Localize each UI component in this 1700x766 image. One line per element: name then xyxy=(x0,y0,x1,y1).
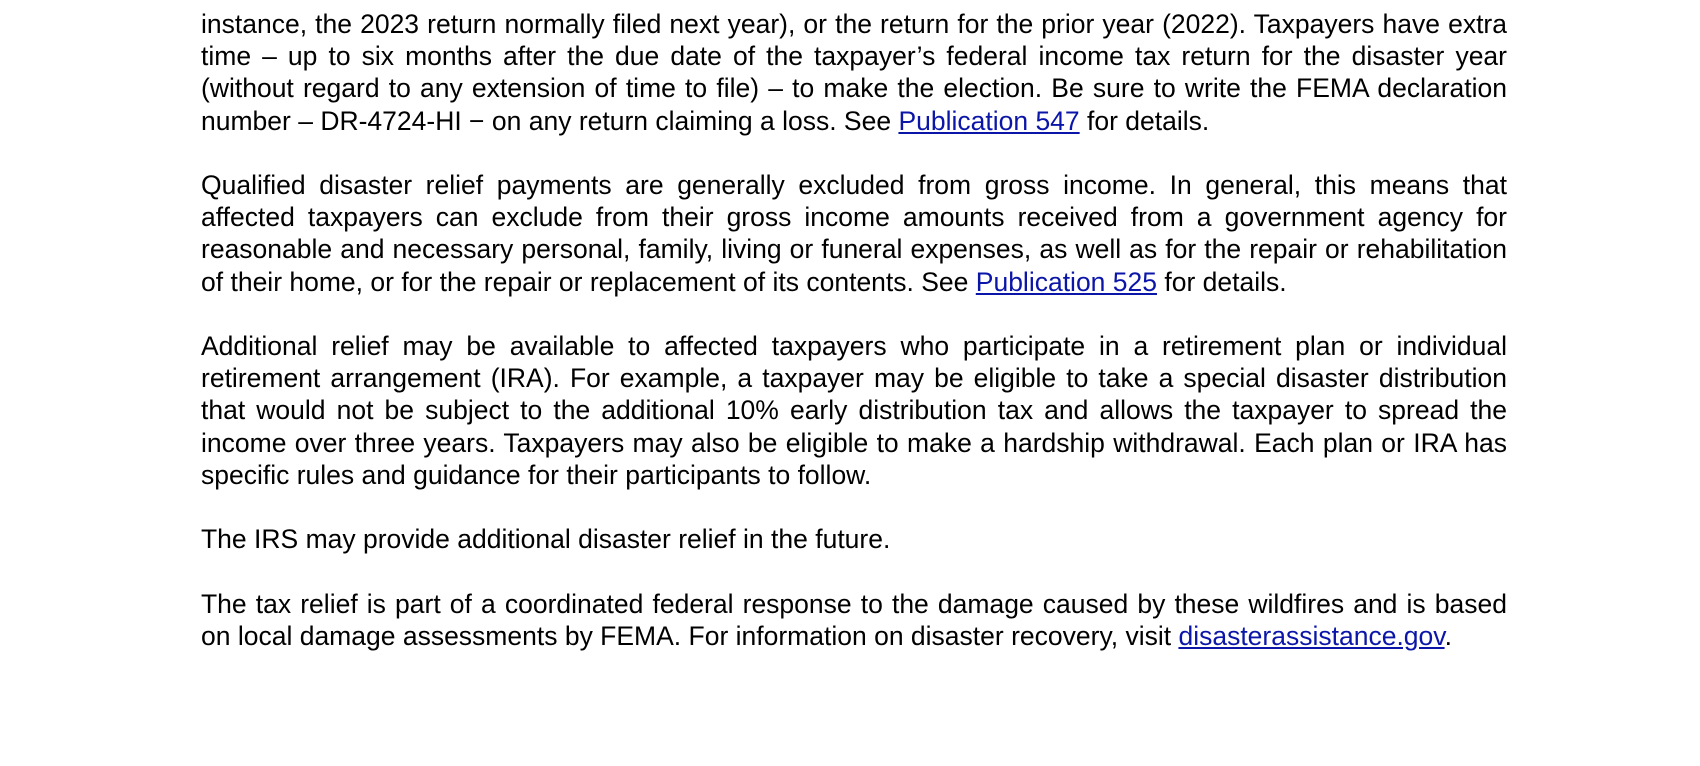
paragraph-text: for details. xyxy=(1157,266,1287,297)
paragraph-election-timing xyxy=(201,8,1507,137)
paragraph-text: Qualified disaster relief payments are generally excluded from gross income. In general, this means that affected taxpayers can exclude from their gross income amounts received from a government agency for reasonable and necessary personal, family, living or funeral expenses, as well as for the repair or rehabilitation of their home, or for the repair or replacement of its contents. See xyxy=(201,170,1507,297)
paragraph-text: instance, the 2023 return normally filed next year), or the return for the prior year (2022). Taxpayers have extra time – up to six months after the due date of the taxpayer’s federal income tax return for the disaster year (without regard to any extension of time to file) – to make the election. Be sure to write the FEMA declaration number – DR-4724-HI − on any return claiming a loss. See xyxy=(201,9,1507,136)
paragraph-federal-response xyxy=(201,588,1507,652)
publication-525-link[interactable]: Publication 525 xyxy=(975,266,1157,297)
paragraph-future-relief: The IRS may provide additional disaster relief in the future. xyxy=(201,524,891,555)
disasterassistance-link[interactable]: disasterassistance.gov xyxy=(1178,620,1445,651)
paragraph-retirement-relief: Additional relief may be available to affected taxpayers who participate in a retirement plan or individual retirement arrangement (IRA). For example, a taxpayer may be eligible to take a special disaster distribution that would not be subject to the additional 10% early distribution tax and allows the taxpayer to spread the income over three years. Taxpayers may also be eligible to make a hardship withdrawal. Each plan or IRA has specific rules and guidance for their participants to follow. xyxy=(201,331,1507,490)
publication-547-link[interactable]: Publication 547 xyxy=(898,105,1080,136)
paragraph-text: The tax relief is part of a coordinated federal response to the damage caused by these wildfires and is based on local damage assessments by FEMA. For information on disaster recovery, visit xyxy=(201,588,1507,651)
paragraph-text: . xyxy=(1444,620,1452,651)
paragraph-qualified-relief-payments xyxy=(201,169,1507,298)
paragraph-text: for details. xyxy=(1079,105,1210,136)
document-body xyxy=(201,8,1507,652)
